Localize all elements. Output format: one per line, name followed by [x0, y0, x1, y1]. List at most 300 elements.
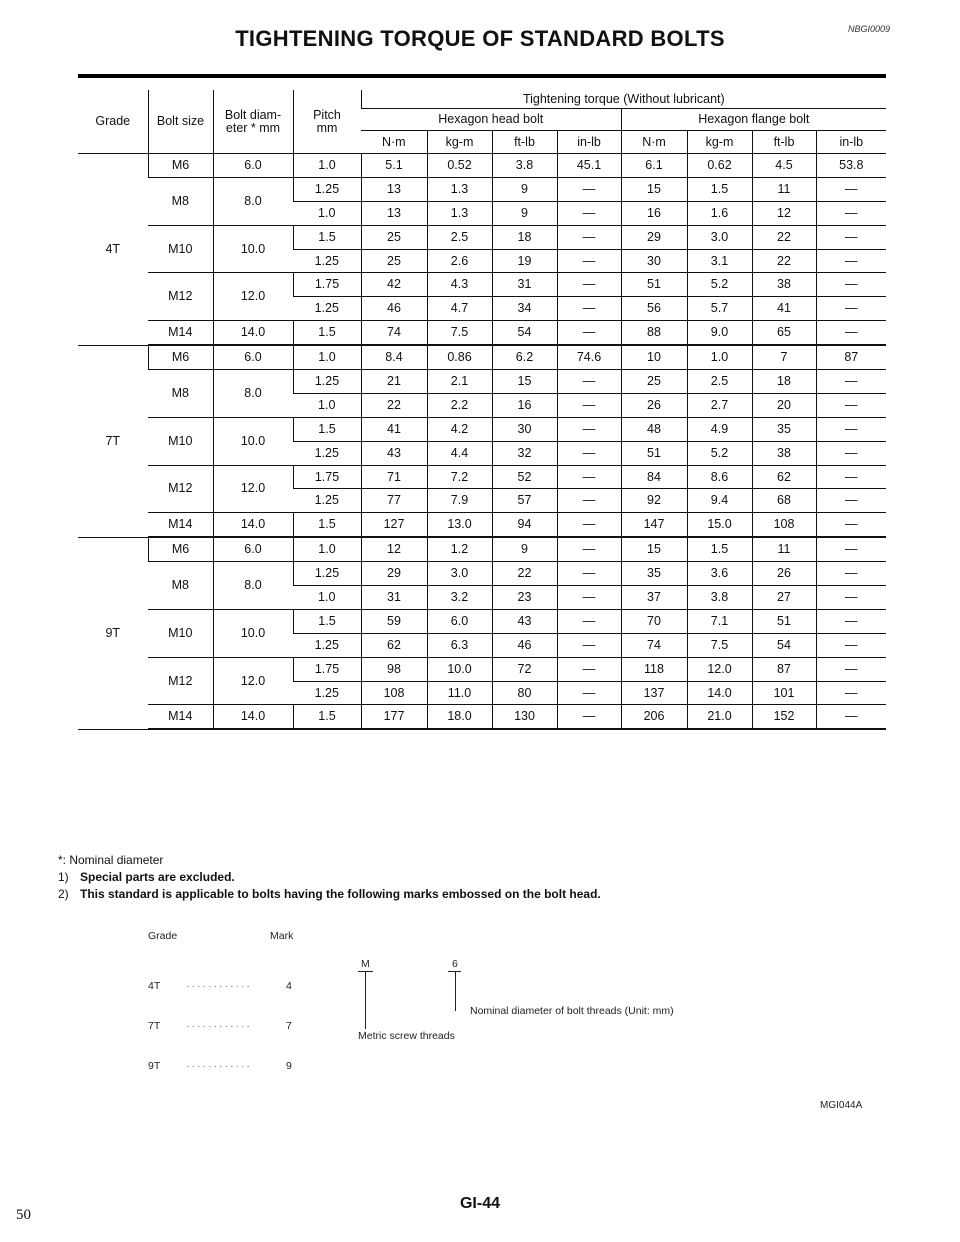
header-unit-6: ft-lb [752, 131, 816, 154]
torque-cell: 21 [361, 370, 427, 394]
torque-cell: 16 [621, 201, 687, 225]
torque-cell: — [816, 609, 886, 633]
pitch-cell: 1.25 [293, 370, 361, 394]
torque-cell: 74.6 [557, 345, 621, 369]
torque-cell: 5.1 [361, 154, 427, 178]
pitch-cell: 1.25 [293, 489, 361, 513]
torque-cell: 4.4 [427, 441, 492, 465]
bolt-diameter-cell: 8.0 [213, 562, 293, 610]
torque-cell: — [557, 225, 621, 249]
torque-cell: 1.3 [427, 201, 492, 225]
torque-cell: 9 [492, 177, 557, 201]
header-hex-head: Hexagon head bolt [361, 109, 621, 131]
torque-cell: 1.3 [427, 177, 492, 201]
legend-grade-4t: 4T [148, 980, 161, 992]
bolt-size-cell: M14 [148, 513, 213, 537]
torque-cell: 1.0 [687, 345, 752, 369]
torque-cell: — [816, 657, 886, 681]
torque-cell: — [557, 657, 621, 681]
torque-cell: — [816, 705, 886, 729]
torque-cell: 5.2 [687, 441, 752, 465]
pitch-cell: 1.25 [293, 177, 361, 201]
bolt-size-cell: M12 [148, 465, 213, 513]
torque-cell: 7.9 [427, 489, 492, 513]
torque-cell: 26 [621, 393, 687, 417]
torque-cell: 21.0 [687, 705, 752, 729]
torque-cell: 6.1 [621, 154, 687, 178]
torque-cell: 9.4 [687, 489, 752, 513]
pitch-cell: 1.25 [293, 441, 361, 465]
pitch-cell: 1.0 [293, 537, 361, 561]
bolt-size-cell: M6 [148, 537, 213, 561]
torque-cell: 54 [752, 633, 816, 657]
pitch-cell: 1.75 [293, 273, 361, 297]
torque-cell: 18.0 [427, 705, 492, 729]
note-1-number: 1) [58, 870, 69, 884]
pitch-cell: 1.5 [293, 609, 361, 633]
header-bolt-diameter [213, 90, 293, 154]
torque-cell: 3.6 [687, 562, 752, 586]
table-row [78, 273, 886, 297]
torque-cell: 26 [752, 562, 816, 586]
torque-cell: — [557, 705, 621, 729]
torque-cell: — [557, 586, 621, 610]
diagram-nominal-text: Nominal diameter of bolt threads (Unit: mm) [470, 1005, 674, 1017]
bolt-diameter-cell: 8.0 [213, 370, 293, 418]
bolt-size-cell: M10 [148, 225, 213, 273]
torque-cell: 16 [492, 393, 557, 417]
torque-cell: 71 [361, 465, 427, 489]
torque-cell: 14.0 [687, 681, 752, 705]
torque-cell: — [557, 393, 621, 417]
torque-cell: 15.0 [687, 513, 752, 537]
torque-table [78, 90, 886, 730]
torque-cell: 108 [361, 681, 427, 705]
torque-cell: 13.0 [427, 513, 492, 537]
torque-cell: 43 [492, 609, 557, 633]
torque-cell: 11 [752, 177, 816, 201]
torque-cell: — [816, 393, 886, 417]
bolt-diameter-cell: 14.0 [213, 705, 293, 729]
torque-cell: 46 [361, 297, 427, 321]
torque-cell: 22 [752, 225, 816, 249]
torque-cell: — [816, 297, 886, 321]
torque-cell: 13 [361, 201, 427, 225]
torque-cell: — [557, 633, 621, 657]
torque-cell: 29 [621, 225, 687, 249]
bolt-size-cell: M12 [148, 273, 213, 321]
torque-cell: — [557, 177, 621, 201]
torque-cell: 70 [621, 609, 687, 633]
bolt-diameter-cell: 6.0 [213, 345, 293, 369]
note-2-text: This standard is applicable to bolts having the following marks embossed on the bolt head. [80, 887, 601, 901]
bolt-diameter-cell: 10.0 [213, 225, 293, 273]
torque-cell: 92 [621, 489, 687, 513]
torque-cell: 72 [492, 657, 557, 681]
legend-mark-7: 7 [286, 1020, 292, 1032]
torque-cell: — [816, 201, 886, 225]
torque-cell: — [816, 249, 886, 273]
torque-cell: — [816, 417, 886, 441]
torque-cell: 27 [752, 586, 816, 610]
torque-cell: 206 [621, 705, 687, 729]
torque-cell: — [816, 489, 886, 513]
bolt-size-cell: M6 [148, 345, 213, 369]
bolt-diameter-cell: 14.0 [213, 513, 293, 537]
torque-cell: 7.5 [427, 321, 492, 345]
torque-cell: 62 [752, 465, 816, 489]
torque-cell: 7.5 [687, 633, 752, 657]
side-page-number: 50 [16, 1207, 31, 1223]
torque-cell: 9 [492, 537, 557, 561]
pitch-cell: 1.75 [293, 465, 361, 489]
torque-cell: — [816, 225, 886, 249]
torque-cell: 18 [752, 370, 816, 394]
torque-cell: 6.3 [427, 633, 492, 657]
header-pitch [293, 90, 361, 154]
table-row [78, 321, 886, 345]
torque-cell: — [816, 273, 886, 297]
bolt-diameter-cell: 12.0 [213, 273, 293, 321]
bolt-diameter-cell: 12.0 [213, 657, 293, 705]
torque-cell: 4.7 [427, 297, 492, 321]
torque-cell: 2.5 [427, 225, 492, 249]
torque-cell: 2.7 [687, 393, 752, 417]
bolt-diameter-cell: 14.0 [213, 321, 293, 345]
torque-cell: 57 [492, 489, 557, 513]
torque-cell: — [557, 489, 621, 513]
torque-cell: 80 [492, 681, 557, 705]
figure-id: MGI044A [820, 1100, 863, 1111]
torque-cell: — [816, 465, 886, 489]
table-row [78, 225, 886, 249]
diagram-m-leader [365, 971, 366, 1029]
torque-cell: 2.5 [687, 370, 752, 394]
document-code: NBGI0009 [847, 24, 890, 34]
torque-cell: 84 [621, 465, 687, 489]
footnote-nominal: *: Nominal diameter [58, 853, 164, 867]
header-pitch-label: Pitch mm [313, 107, 341, 135]
torque-cell: 46 [492, 633, 557, 657]
grade-cell: 9T [78, 537, 148, 729]
bolt-size-cell: M12 [148, 657, 213, 705]
torque-cell: 127 [361, 513, 427, 537]
pitch-cell: 1.5 [293, 225, 361, 249]
header-hex-flange: Hexagon flange bolt [621, 109, 886, 131]
torque-cell: — [816, 681, 886, 705]
torque-cell: 31 [361, 586, 427, 610]
header-unit-1: kg-m [427, 131, 492, 154]
table-row [78, 537, 886, 561]
torque-cell: 3.0 [687, 225, 752, 249]
torque-cell: — [557, 370, 621, 394]
torque-cell: — [816, 633, 886, 657]
pitch-cell: 1.5 [293, 513, 361, 537]
torque-cell: 22 [361, 393, 427, 417]
torque-cell: 130 [492, 705, 557, 729]
torque-cell: 15 [621, 537, 687, 561]
torque-cell: 7.2 [427, 465, 492, 489]
legend-mark-9: 9 [286, 1060, 292, 1072]
torque-cell: 147 [621, 513, 687, 537]
torque-cell: — [816, 586, 886, 610]
torque-cell: 3.8 [492, 154, 557, 178]
torque-cell: 43 [361, 441, 427, 465]
torque-cell: 108 [752, 513, 816, 537]
pitch-cell: 1.25 [293, 633, 361, 657]
torque-cell: 7.1 [687, 609, 752, 633]
torque-cell: 56 [621, 297, 687, 321]
torque-cell: 4.9 [687, 417, 752, 441]
torque-cell: 87 [752, 657, 816, 681]
torque-cell: 37 [621, 586, 687, 610]
torque-cell: 118 [621, 657, 687, 681]
torque-cell: — [816, 441, 886, 465]
torque-cell: 30 [621, 249, 687, 273]
torque-cell: 25 [361, 225, 427, 249]
torque-cell: — [816, 177, 886, 201]
torque-cell: 152 [752, 705, 816, 729]
torque-cell: 38 [752, 273, 816, 297]
pitch-cell: 1.0 [293, 345, 361, 369]
torque-cell: 0.86 [427, 345, 492, 369]
torque-cell: — [816, 321, 886, 345]
pitch-cell: 1.25 [293, 297, 361, 321]
legend-grade-header: Grade [148, 930, 178, 942]
torque-cell: 35 [752, 417, 816, 441]
torque-cell: 74 [361, 321, 427, 345]
torque-cell: 15 [492, 370, 557, 394]
torque-cell: 8.4 [361, 345, 427, 369]
table-row [78, 370, 886, 394]
torque-cell: 0.52 [427, 154, 492, 178]
torque-cell: 51 [621, 441, 687, 465]
torque-cell: 31 [492, 273, 557, 297]
bolt-diameter-cell: 6.0 [213, 537, 293, 561]
torque-cell: 9.0 [687, 321, 752, 345]
pitch-cell: 1.0 [293, 154, 361, 178]
torque-cell: 19 [492, 249, 557, 273]
torque-cell: 45.1 [557, 154, 621, 178]
torque-cell: — [557, 273, 621, 297]
legend-mark-4: 4 [286, 980, 292, 992]
legend-grade-9t: 9T [148, 1060, 161, 1072]
table-row [78, 705, 886, 729]
bolt-size-cell: M10 [148, 609, 213, 657]
pitch-cell: 1.5 [293, 321, 361, 345]
torque-cell: 0.62 [687, 154, 752, 178]
torque-cell: 38 [752, 441, 816, 465]
torque-cell: 29 [361, 562, 427, 586]
torque-cell: 11.0 [427, 681, 492, 705]
torque-cell: 88 [621, 321, 687, 345]
torque-cell: 3.1 [687, 249, 752, 273]
pitch-cell: 1.0 [293, 201, 361, 225]
bolt-diameter-cell: 8.0 [213, 177, 293, 225]
torque-cell: 101 [752, 681, 816, 705]
table-row [78, 465, 886, 489]
torque-cell: 23 [492, 586, 557, 610]
torque-cell: 137 [621, 681, 687, 705]
diagram-metric-text: Metric screw threads [358, 1030, 455, 1042]
torque-cell: 51 [621, 273, 687, 297]
diagram-six-leader [455, 971, 456, 1011]
bolt-size-cell: M6 [148, 154, 213, 178]
torque-cell: 35 [621, 562, 687, 586]
torque-cell: 6.2 [492, 345, 557, 369]
torque-cell: 34 [492, 297, 557, 321]
header-unit-0: N·m [361, 131, 427, 154]
torque-cell: 20 [752, 393, 816, 417]
header-unit-7: in-lb [816, 131, 886, 154]
torque-cell: 7 [752, 345, 816, 369]
legend-dots-4t: ············ [186, 980, 252, 992]
torque-cell: — [557, 321, 621, 345]
bolt-size-cell: M8 [148, 562, 213, 610]
torque-cell: 41 [752, 297, 816, 321]
header-bolt-size: Bolt size [148, 90, 213, 154]
torque-cell: 3.0 [427, 562, 492, 586]
table-row [78, 177, 886, 201]
torque-cell: 51 [752, 609, 816, 633]
torque-cell: 4.5 [752, 154, 816, 178]
bolt-size-cell: M10 [148, 417, 213, 465]
pitch-cell: 1.25 [293, 681, 361, 705]
torque-cell: 22 [492, 562, 557, 586]
torque-cell: 77 [361, 489, 427, 513]
torque-cell: 18 [492, 225, 557, 249]
torque-cell: 74 [621, 633, 687, 657]
table-row [78, 417, 886, 441]
torque-cell: — [816, 537, 886, 561]
torque-cell: — [557, 297, 621, 321]
bolt-size-cell: M14 [148, 321, 213, 345]
table-row [78, 562, 886, 586]
torque-cell: 2.6 [427, 249, 492, 273]
notes [58, 852, 601, 903]
header-bolt-diameter-label: Bolt diam- eter * mm [224, 107, 282, 135]
pitch-cell: 1.5 [293, 705, 361, 729]
header-unit-4: N·m [621, 131, 687, 154]
torque-cell: 52 [492, 465, 557, 489]
torque-cell: 12 [361, 537, 427, 561]
pitch-cell: 1.25 [293, 562, 361, 586]
torque-cell: 10.0 [427, 657, 492, 681]
note-2-number: 2) [58, 887, 69, 901]
torque-cell: 4.2 [427, 417, 492, 441]
torque-cell: 4.3 [427, 273, 492, 297]
torque-cell: 53.8 [816, 154, 886, 178]
torque-cell: 30 [492, 417, 557, 441]
bolt-size-cell: M14 [148, 705, 213, 729]
note-1-text: Special parts are excluded. [80, 870, 235, 884]
note-2 [58, 886, 601, 903]
torque-cell: 8.6 [687, 465, 752, 489]
bolt-diameter-cell: 10.0 [213, 609, 293, 657]
torque-cell: 87 [816, 345, 886, 369]
pitch-cell: 1.5 [293, 417, 361, 441]
torque-cell: — [816, 562, 886, 586]
torque-cell: 59 [361, 609, 427, 633]
torque-cell: — [557, 417, 621, 441]
pitch-cell: 1.75 [293, 657, 361, 681]
legend-dots-9t: ············ [186, 1060, 252, 1072]
torque-cell: 32 [492, 441, 557, 465]
torque-cell: 42 [361, 273, 427, 297]
torque-cell: 94 [492, 513, 557, 537]
bolt-size-cell: M8 [148, 370, 213, 418]
torque-cell: — [557, 201, 621, 225]
torque-cell: 41 [361, 417, 427, 441]
legend-grade-7t: 7T [148, 1020, 161, 1032]
torque-cell: 65 [752, 321, 816, 345]
bolt-diameter-cell: 10.0 [213, 417, 293, 465]
grade-cell: 7T [78, 345, 148, 537]
torque-cell: 25 [361, 249, 427, 273]
table-row [78, 657, 886, 681]
header-grade: Grade [78, 90, 148, 154]
bolt-size-cell: M8 [148, 177, 213, 225]
torque-cell: 1.6 [687, 201, 752, 225]
header-unit-2: ft-lb [492, 131, 557, 154]
torque-cell: 1.5 [687, 177, 752, 201]
torque-cell: 5.2 [687, 273, 752, 297]
torque-cell: 62 [361, 633, 427, 657]
torque-cell: 11 [752, 537, 816, 561]
bolt-diameter-cell: 6.0 [213, 154, 293, 178]
torque-cell: 2.2 [427, 393, 492, 417]
pitch-cell: 1.25 [293, 249, 361, 273]
torque-cell: — [816, 370, 886, 394]
torque-cell: 10 [621, 345, 687, 369]
torque-cell: 3.8 [687, 586, 752, 610]
header-unit-5: kg-m [687, 131, 752, 154]
torque-cell: 6.0 [427, 609, 492, 633]
torque-cell: — [557, 681, 621, 705]
table-row [78, 609, 886, 633]
torque-cell: — [557, 249, 621, 273]
page-number: GI-44 [459, 1195, 500, 1212]
torque-cell: 177 [361, 705, 427, 729]
torque-cell: 5.7 [687, 297, 752, 321]
torque-cell: 54 [492, 321, 557, 345]
bolt-diameter-cell: 12.0 [213, 465, 293, 513]
torque-cell: 9 [492, 201, 557, 225]
header-unit-3: in-lb [557, 131, 621, 154]
legend-mark-header: Mark [270, 930, 294, 942]
torque-cell: — [557, 513, 621, 537]
torque-cell: 22 [752, 249, 816, 273]
torque-cell: 48 [621, 417, 687, 441]
torque-cell: 12 [752, 201, 816, 225]
torque-cell: 98 [361, 657, 427, 681]
note-1 [58, 869, 601, 886]
torque-cell: 68 [752, 489, 816, 513]
torque-cell: 2.1 [427, 370, 492, 394]
torque-cell: 13 [361, 177, 427, 201]
table-row [78, 154, 886, 178]
diagram-m-label: M [361, 958, 370, 970]
title-rule [78, 74, 886, 78]
torque-cell: — [557, 609, 621, 633]
torque-cell: — [816, 513, 886, 537]
torque-cell: 1.2 [427, 537, 492, 561]
torque-cell: 3.2 [427, 586, 492, 610]
torque-cell: 1.5 [687, 537, 752, 561]
torque-cell: 15 [621, 177, 687, 201]
torque-cell: — [557, 562, 621, 586]
torque-cell: — [557, 441, 621, 465]
